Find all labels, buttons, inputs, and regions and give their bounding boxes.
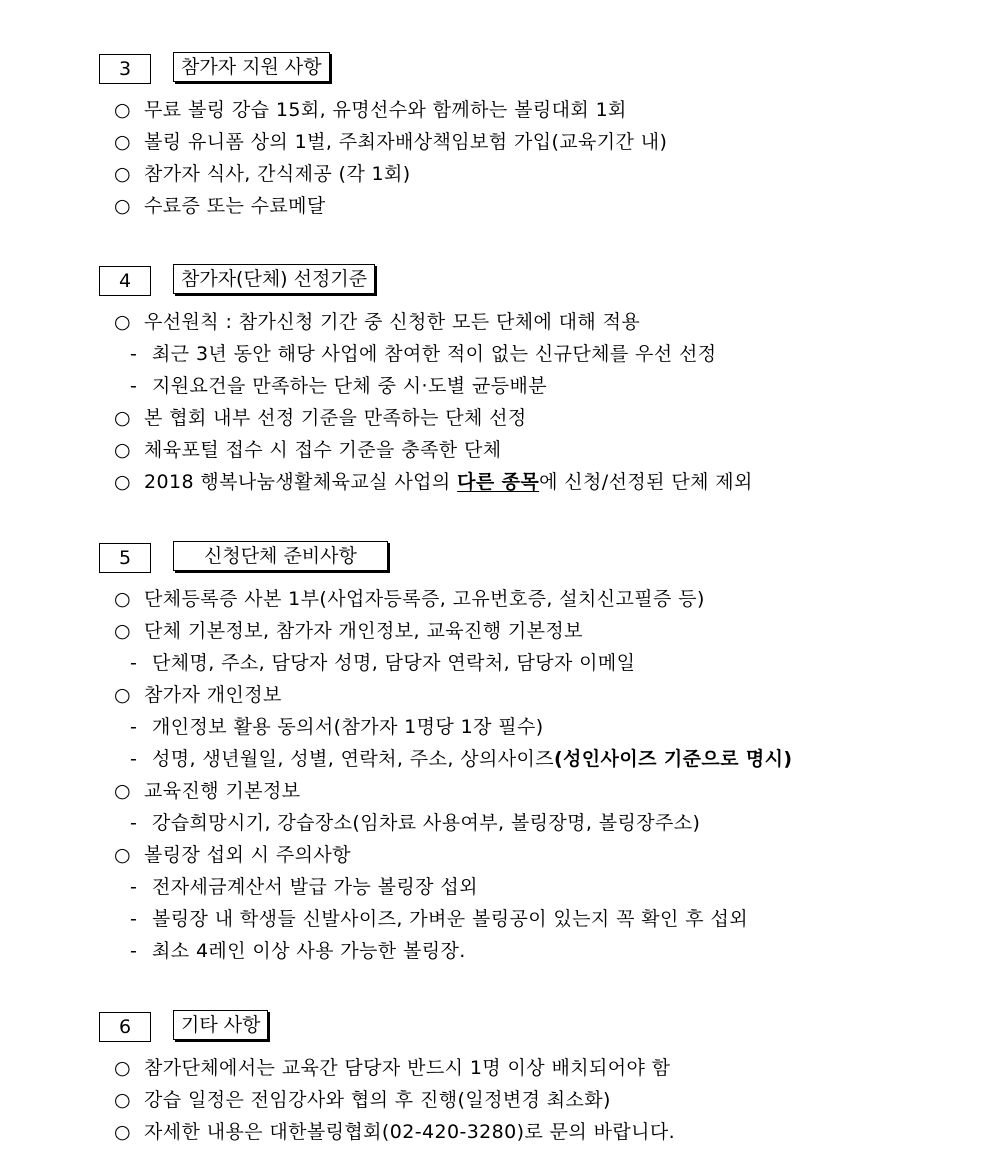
circle-bullet-icon: ○: [114, 99, 131, 121]
list-item: ○ 본 협회 내부 선정 기준을 만족하는 단체 선정: [114, 404, 527, 432]
section-number: 6: [99, 1012, 151, 1042]
dash-bullet-icon: -: [130, 812, 138, 834]
circle-bullet-icon: ○: [114, 439, 131, 461]
sub-list-item: - 볼링장 내 학생들 신발사이즈, 가벼운 볼링공이 있는지 꼭 확인 후 섭외: [130, 905, 748, 933]
dash-bullet-icon: -: [130, 876, 138, 898]
list-item: ○ 교육진행 기본정보: [114, 777, 300, 805]
sub-list-item: - 지원요건을 만족하는 단체 중 시·도별 균등배분: [130, 372, 547, 400]
sub-list-item: - 최소 4레인 이상 사용 가능한 볼링장.: [130, 937, 466, 965]
list-item: ○ 볼링 유니폼 상의 1벌, 주최자배상책임보험 가입(교육기간 내): [114, 128, 667, 156]
list-item: ○ 체육포털 접수 시 접수 기준을 충족한 단체: [114, 436, 501, 464]
list-item: ○ 우선원칙 : 참가신청 기간 중 신청한 모든 단체에 대해 적용: [114, 308, 640, 336]
circle-bullet-icon: ○: [114, 163, 131, 185]
section-number: 3: [99, 54, 151, 84]
sub-list-item: - 단체명, 주소, 담당자 성명, 담당자 연락처, 담당자 이메일: [130, 649, 635, 677]
list-item: ○ 무료 볼링 강습 15회, 유명선수와 함께하는 볼링대회 1회: [114, 96, 627, 124]
section-title: 참가자 지원 사항: [173, 52, 330, 82]
list-item: ○ 수료증 또는 수료메달: [114, 192, 326, 220]
circle-bullet-icon: ○: [114, 684, 131, 706]
circle-bullet-icon: ○: [114, 195, 131, 217]
list-item: ○ 참가단체에서는 교육간 담당자 반드시 1명 이상 배치되어야 함: [114, 1054, 670, 1082]
list-item: ○ 자세한 내용은 대한볼링협회(02-420-3280)로 문의 바랍니다.: [114, 1118, 675, 1146]
list-item: ○ 참가자 식사, 간식제공 (각 1회): [114, 160, 411, 188]
circle-bullet-icon: ○: [114, 1057, 131, 1079]
circle-bullet-icon: ○: [114, 780, 131, 802]
circle-bullet-icon: ○: [114, 311, 131, 333]
sub-list-item: - 개인정보 활용 동의서(참가자 1명당 1장 필수): [130, 713, 544, 741]
circle-bullet-icon: ○: [114, 471, 131, 493]
sub-list-item: - 성명, 생년월일, 성별, 연락처, 주소, 상의사이즈(성인사이즈 기준으로 명시): [130, 745, 792, 773]
circle-bullet-icon: ○: [114, 844, 131, 866]
dash-bullet-icon: -: [130, 940, 138, 962]
circle-bullet-icon: ○: [114, 407, 131, 429]
dash-bullet-icon: -: [130, 343, 138, 365]
circle-bullet-icon: ○: [114, 1121, 131, 1143]
sub-list-item: - 강습희망시기, 강습장소(임차료 사용여부, 볼링장명, 볼링장주소): [130, 809, 700, 837]
section-title: 기타 사항: [173, 1010, 268, 1040]
dash-bullet-icon: -: [130, 716, 138, 738]
emphasized-text: 다른 종목: [457, 471, 540, 493]
circle-bullet-icon: ○: [114, 588, 131, 610]
section-title: 신청단체 준비사항: [173, 541, 388, 571]
sub-list-item: - 전자세금계산서 발급 가능 볼링장 섭외: [130, 873, 478, 901]
list-item: ○ 볼링장 섭외 시 주의사항: [114, 841, 351, 869]
section-number: 4: [99, 266, 151, 296]
list-item: ○ 강습 일정은 전임강사와 협의 후 진행(일정변경 최소화): [114, 1086, 611, 1114]
dash-bullet-icon: -: [130, 908, 138, 930]
section-title: 참가자(단체) 선정기준: [173, 264, 375, 294]
circle-bullet-icon: ○: [114, 620, 131, 642]
emphasized-text: (성인사이즈 기준으로 명시): [553, 748, 793, 770]
dash-bullet-icon: -: [130, 652, 138, 674]
list-item: ○ 단체 기본정보, 참가자 개인정보, 교육진행 기본정보: [114, 617, 583, 645]
dash-bullet-icon: -: [130, 748, 138, 770]
section-number: 5: [99, 543, 151, 573]
list-item: ○ 단체등록증 사본 1부(사업자등록증, 고유번호증, 설치신고필증 등): [114, 585, 705, 613]
circle-bullet-icon: ○: [114, 1089, 131, 1111]
circle-bullet-icon: ○: [114, 131, 131, 153]
sub-list-item: - 최근 3년 동안 해당 사업에 참여한 적이 없는 신규단체를 우선 선정: [130, 340, 717, 368]
dash-bullet-icon: -: [130, 375, 138, 397]
list-item: ○ 참가자 개인정보: [114, 681, 282, 709]
list-item: ○ 2018 행복나눔생활체육교실 사업의 다른 종목에 신청/선정된 단체 제외: [114, 468, 753, 496]
